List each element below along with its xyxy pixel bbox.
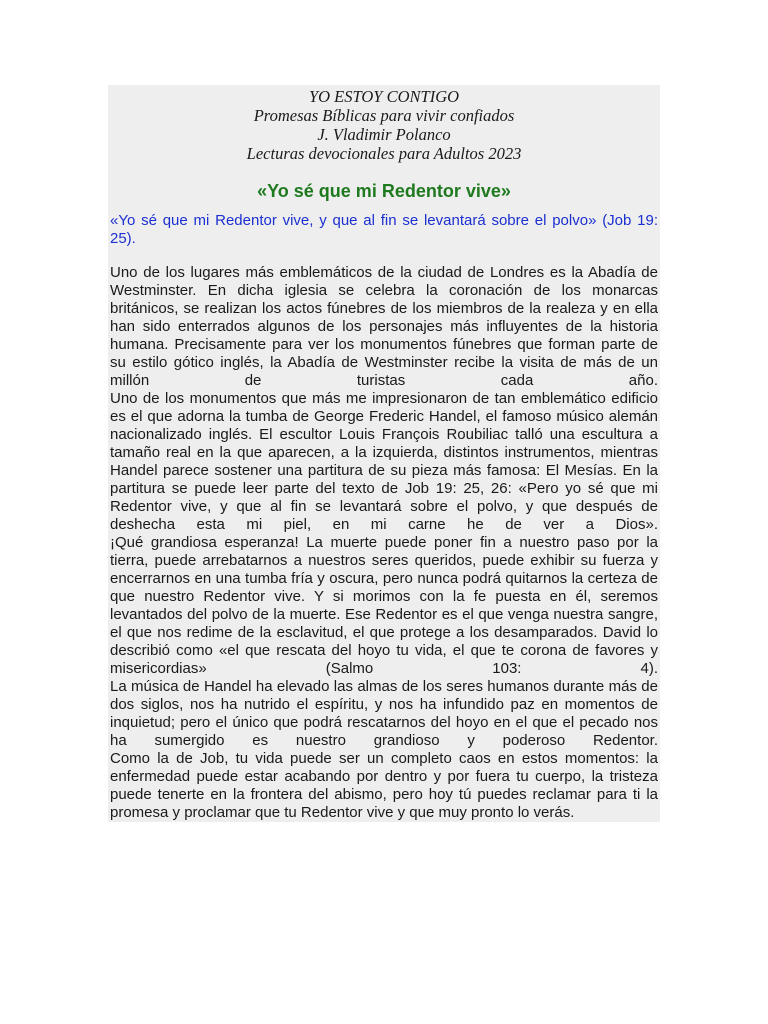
paragraph: La música de Handel ha elevado las almas de los seres humanos durante más de dos siglos, nos ha nutrido el espíritu, y nos ha infundido paz en momentos de inquietud; pero el único que podrá rescatarnos del hoyo en el que el pecado nos ha sumergido es nuestro grandioso y poderoso Redentor. [110, 678, 658, 749]
document-sheet [108, 85, 660, 822]
paragraph: ¡Qué grandiosa esperanza! La muerte puede poner fin a nuestro paso por la tierra, puede arrebatarnos a nuestros seres queridos, puede exhibir su fuerza y encerrarnos en una tumba fría y oscura, pero nunca podrá quitarnos la certeza de que nuestro Redentor vive. Y si morimos con la fe puesta en él, seremos levantados del polvo de la muerte. Ese Redentor es el que venga nuestra sangre, el que nos redime de la esclavitud, el que protege a los desamparados. David lo describió como «el que rescata del hoyo tu vida, el que te corona de favores y misericordias» (Salmo 103: 4). [110, 534, 658, 677]
book-series: Lecturas devocionales para Adultos 2023 [246, 144, 522, 163]
paragraph: Como la de Job, tu vida puede ser un completo caos en estos momentos: la enfermedad puede estar acabando por dentro y por fuera tu cuerpo, la tristeza puede tenerte en la frontera del abismo, pero hoy tú puedes reclamar para ti la promesa y proclamar que tu Redentor vive y que muy pronto lo verás. [110, 750, 658, 821]
devotional-title: «Yo sé que mi Redentor vive» [257, 181, 511, 201]
book-author: J. Vladimir Polanco [317, 125, 451, 144]
devotional-body [108, 264, 660, 822]
paragraph: Uno de los monumentos que más me impresionaron de tan emblemático edificio es el que adorna la tumba de George Frederic Handel, el famoso músico alemán nacionalizado inglés. El escultor Louis François Roubiliac talló una escultura a tamaño real en la que aparecen, a la izquierda, distintos instrumentos, mientras Handel parece sostener una partitura de su pieza más famosa: El Mesías. En la partitura se puede leer parte del texto de Job 19: 25, 26: «Pero yo sé que mi Redentor vive, y que al fin se levantará sobre el polvo, y que después de deshecha esta mi piel, en mi carne he de ver a Dios». [110, 390, 658, 533]
paragraph: Uno de los lugares más emblemáticos de la ciudad de Londres es la Abadía de Westminster. En dicha iglesia se celebra la coronación de los monarcas británicos, se realizan los actos fúnebres de los miembros de la realeza y en ella han sido enterrados algunos de los personajes más influyentes de la historia humana. Precisamente para ver los monumentos fúnebres que forman parte de su estilo gótico inglés, la Abadía de Westminster recibe la visita de más de un millón de turistas cada año. [110, 264, 658, 389]
book-title: YO ESTOY CONTIGO [308, 87, 460, 106]
book-header [108, 87, 660, 163]
key-verse: «Yo sé que mi Redentor vive, y que al fin se levantará sobre el polvo» (Job 19: 25). [110, 212, 658, 247]
book-subtitle: Promesas Bíblicas para vivir confiados [253, 106, 515, 125]
